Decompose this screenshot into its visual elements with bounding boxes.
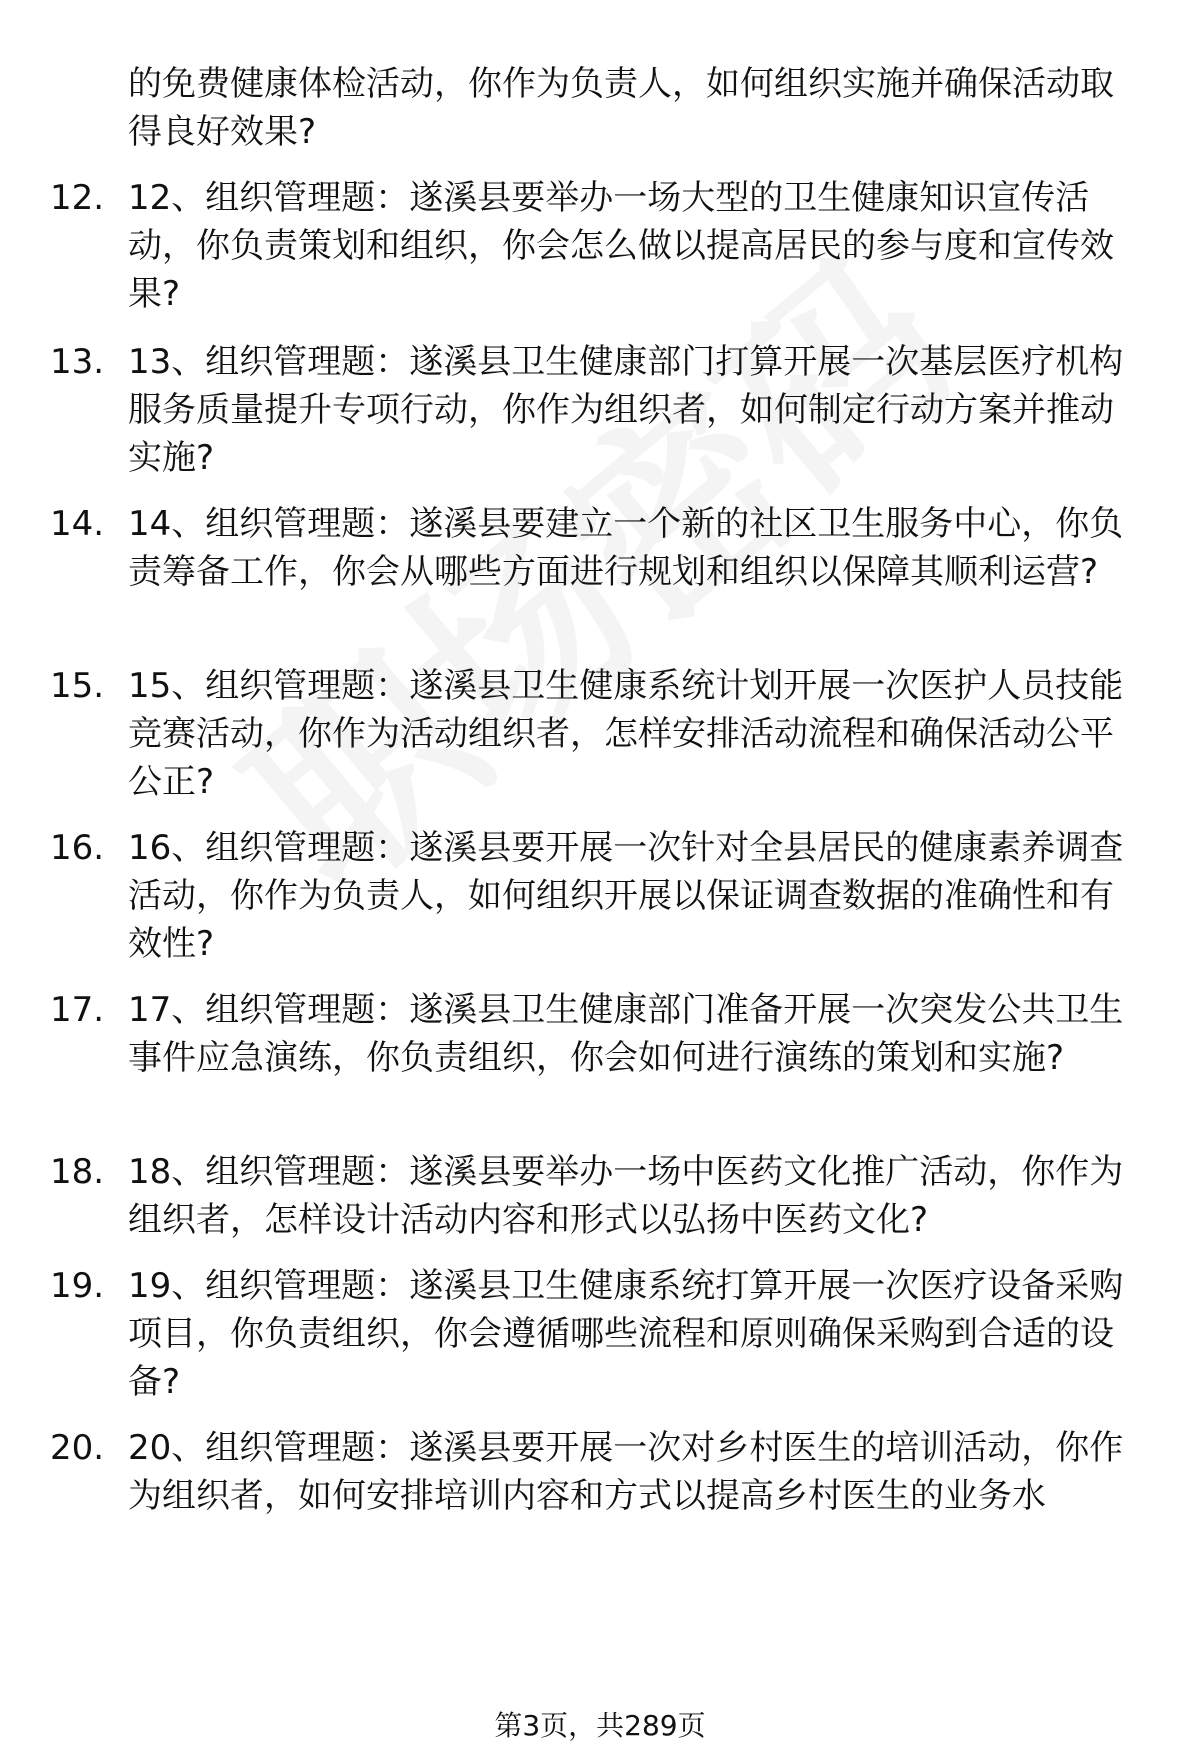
question-number: 20. bbox=[50, 1428, 105, 1468]
question-item-19 bbox=[50, 1262, 1140, 1406]
question-text: 18、组织管理题：遂溪县要举办一场中医药文化推广活动，你作为组织者，怎样设计活动内容和形式以弘扬中医药文化? bbox=[128, 1152, 1124, 1240]
question-text: 16、组织管理题：遂溪县要开展一次针对全县居民的健康素养调查活动，你作为负责人，如何组织开展以保证调查数据的准确性和有效性? bbox=[128, 828, 1124, 964]
question-text: 20、组织管理题：遂溪县要开展一次对乡村医生的培训活动，你作为组织者，如何安排培训内容和方式以提高乡村医生的业务水 bbox=[128, 1428, 1124, 1516]
question-text: 12、组织管理题：遂溪县要举办一场大型的卫生健康知识宣传活动，你负责策划和组织，你会怎么做以提高居民的参与度和宣传效果? bbox=[128, 178, 1114, 314]
question-text: 19、组织管理题：遂溪县卫生健康系统打算开展一次医疗设备采购项目，你负责组织，你会遵循哪些流程和原则确保采购到合适的设备? bbox=[128, 1266, 1124, 1402]
question-number: 17. bbox=[50, 990, 105, 1030]
question-item-16 bbox=[50, 824, 1140, 968]
question-item-13 bbox=[50, 338, 1140, 482]
question-item-12 bbox=[50, 174, 1140, 318]
question-text: 13、组织管理题：遂溪县卫生健康部门打算开展一次基层医疗机构服务质量提升专项行动，你作为组织者，如何制定行动方案并推动实施? bbox=[128, 342, 1124, 478]
question-text: 14、组织管理题：遂溪县要建立一个新的社区卫生服务中心，你负责筹备工作，你会从哪些方面进行规划和组织以保障其顺利运营? bbox=[128, 504, 1124, 592]
continuation-text: 的免费健康体检活动，你作为负责人，如何组织实施并确保活动取得良好效果? bbox=[128, 64, 1114, 152]
question-item-14 bbox=[50, 500, 1140, 596]
question-number: 15. bbox=[50, 666, 105, 706]
question-item-20 bbox=[50, 1424, 1140, 1520]
question-item-18 bbox=[50, 1148, 1140, 1244]
question-item-17 bbox=[50, 986, 1140, 1082]
question-text: 15、组织管理题：遂溪县卫生健康系统计划开展一次医护人员技能竞赛活动，你作为活动组织者，怎样安排活动流程和确保活动公平公正? bbox=[128, 666, 1124, 802]
question-number: 19. bbox=[50, 1266, 105, 1306]
question-number: 14. bbox=[50, 504, 105, 544]
question-text: 17、组织管理题：遂溪县卫生健康部门准备开展一次突发公共卫生事件应急演练，你负责组织，你会如何进行演练的策划和实施? bbox=[128, 990, 1124, 1078]
question-number: 16. bbox=[50, 828, 105, 868]
page-number: 第3页，共289页 bbox=[494, 1709, 706, 1742]
question-number: 12. bbox=[50, 178, 105, 218]
question-number: 18. bbox=[50, 1152, 105, 1192]
question-item-15 bbox=[50, 662, 1140, 806]
question-number: 13. bbox=[50, 342, 105, 382]
